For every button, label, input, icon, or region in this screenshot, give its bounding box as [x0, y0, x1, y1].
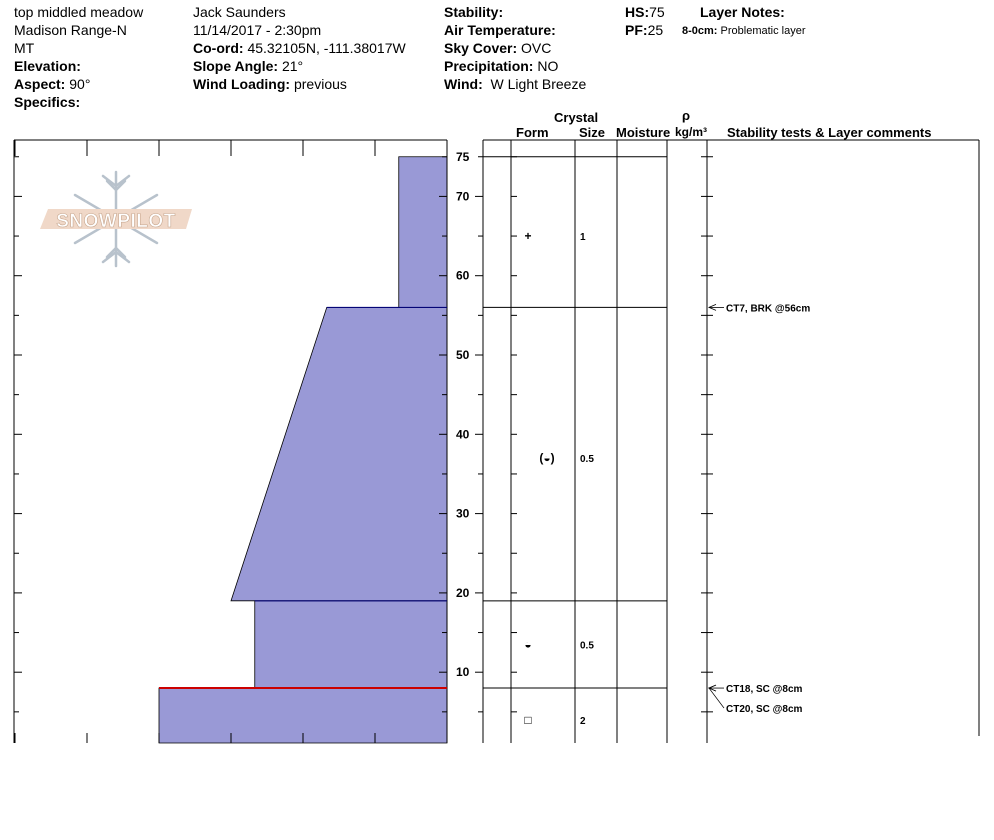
- wind-label: Wind:: [444, 76, 483, 92]
- crystal-form-2: ◒: [524, 637, 532, 652]
- stability-test-text-0: CT7, BRK @56cm: [726, 303, 811, 315]
- depth-label-20: 20: [456, 585, 470, 600]
- wind-loading-label: Wind Loading:: [193, 76, 291, 92]
- precip-label: Precipitation:: [444, 58, 534, 74]
- stability-arrow-line-2: [709, 688, 724, 708]
- depth-label-50: 50: [456, 348, 470, 362]
- state: MT: [14, 40, 35, 56]
- logo-text: SNOWPILOT: [56, 211, 176, 232]
- layer-note-text: Problematic layer: [720, 25, 806, 37]
- stability-label: Stability:: [444, 4, 504, 20]
- density-unit-header: kg/m³: [675, 125, 708, 139]
- depth-label-30: 30: [456, 506, 470, 521]
- wind-value: W Light Breeze: [490, 76, 587, 92]
- slope-label: Slope Angle:: [193, 58, 279, 74]
- crystal-header: Crystal: [554, 110, 599, 125]
- sky-label: Sky Cover:: [444, 40, 518, 56]
- depth-label-10: 10: [456, 665, 470, 680]
- depth-label-75: 75: [456, 149, 470, 164]
- crystal-form-3: □: [524, 712, 532, 727]
- layer-note-range: 8-0cm:: [682, 25, 718, 37]
- air-temp-label: Air Temperature:: [444, 22, 556, 38]
- snowpilot-logo: [40, 172, 192, 266]
- rho-header: ρ: [682, 108, 691, 123]
- pf-label: PF:: [625, 22, 648, 38]
- hs-label: HS:: [625, 4, 650, 20]
- crystal-size-3: 2: [580, 715, 586, 727]
- aspect-label: Aspect:: [14, 76, 66, 92]
- depth-label-70: 70: [456, 189, 470, 204]
- coord-label: Co-ord:: [193, 40, 244, 56]
- stability-test-text-1: CT18, SC @8cm: [726, 684, 803, 696]
- moisture-header: Moisture: [616, 125, 671, 140]
- elevation-label: Elevation:: [14, 58, 81, 74]
- location: top middled meadow: [14, 4, 144, 20]
- hardness-layer-1: [231, 307, 447, 600]
- sky-value: OVC: [521, 40, 552, 56]
- depth-label-60: 60: [456, 268, 470, 283]
- hardness-layer-0: [399, 157, 447, 308]
- form-header: Form: [516, 125, 549, 140]
- stability-test-1: [709, 684, 803, 695]
- crystal-form-0: +: [524, 229, 532, 244]
- hs-value: 75: [649, 4, 665, 20]
- depth-label-40: 40: [456, 427, 470, 442]
- stability-test-text-2: CT20, SC @8cm: [726, 704, 803, 716]
- layer-notes-label: Layer Notes:: [700, 4, 785, 20]
- crystal-size-2: 0.5: [580, 640, 594, 652]
- hardness-layer-2: [255, 601, 447, 688]
- datetime: 11/14/2017 - 2:30pm: [193, 22, 322, 38]
- stability-test-0: [709, 303, 810, 314]
- stability-comments-header: Stability tests & Layer comments: [727, 125, 932, 140]
- crystal-size-1: 0.5: [580, 454, 594, 466]
- pf-value: 25: [647, 22, 664, 38]
- crystal-size-0: 1: [580, 232, 586, 244]
- wind-loading-value: previous: [293, 76, 347, 92]
- observer: Jack Saunders: [193, 4, 286, 20]
- slope-value: 21°: [281, 58, 304, 74]
- specifics-label: Specifics:: [14, 94, 81, 110]
- aspect-value: 90°: [69, 76, 91, 92]
- precip-value: NO: [537, 58, 559, 74]
- coord-value: 45.32105N, -111.38017W: [247, 40, 406, 56]
- crystal-form-1: (◒): [539, 451, 555, 466]
- range: Madison Range-N: [14, 22, 127, 38]
- size-header: Size: [579, 125, 606, 140]
